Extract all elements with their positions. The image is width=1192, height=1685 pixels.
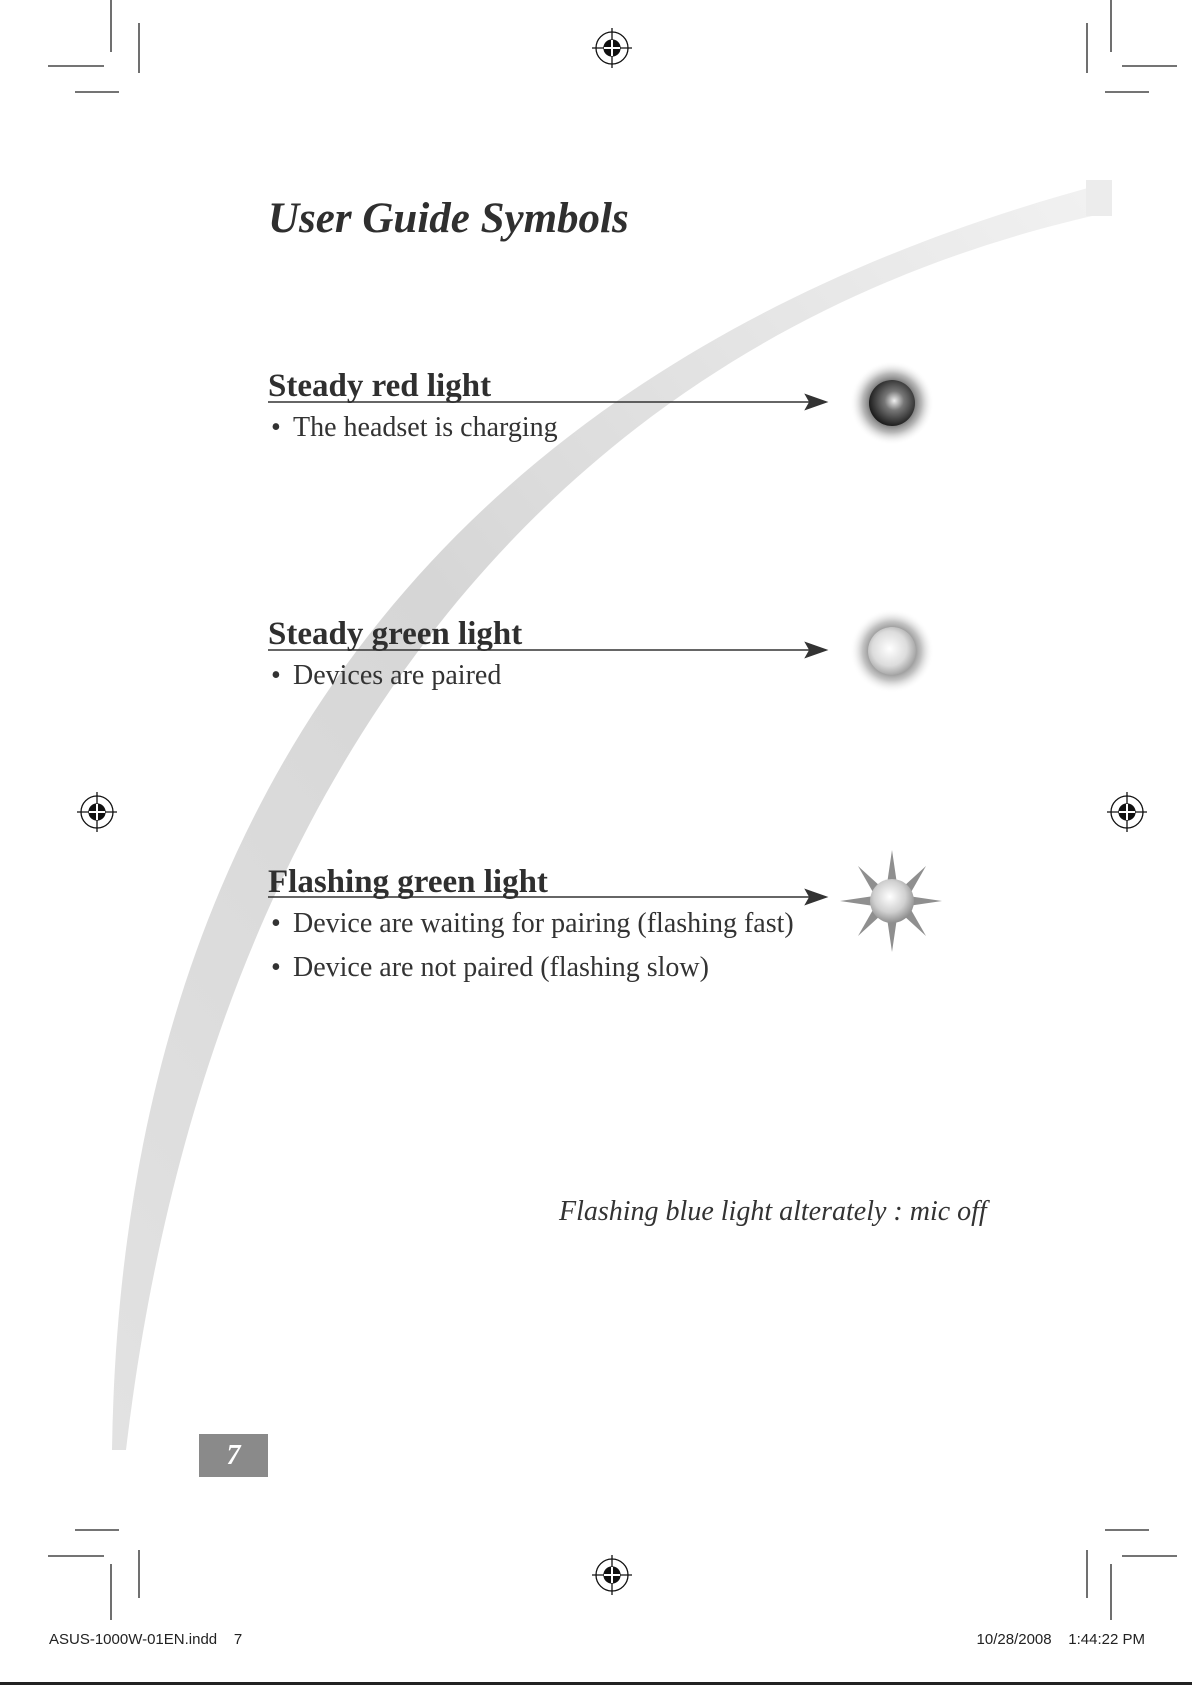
registration-mark-icon xyxy=(77,792,117,832)
list-item-text: Device are not paired (flashing slow) xyxy=(293,952,709,983)
list-item xyxy=(271,660,501,692)
starburst-icon xyxy=(840,850,942,952)
list-item-text: The headset is charging xyxy=(293,412,558,443)
bullet-icon: • xyxy=(271,660,281,691)
registration-mark-icon xyxy=(592,1555,632,1595)
slug-filename xyxy=(49,1631,242,1648)
page-number: 7 xyxy=(199,1434,268,1477)
slug-time: 1:44:22 PM xyxy=(1068,1631,1145,1648)
slug-page: 7 xyxy=(233,1631,243,1648)
decorative-swoosh xyxy=(112,182,1110,1450)
list-item-text: Device are waiting for pairing (flashing fast) xyxy=(293,908,794,939)
symbol-heading-steady-red: Steady red light xyxy=(268,368,492,404)
slug-date: 10/28/2008 xyxy=(976,1631,1052,1648)
crop-marks xyxy=(48,0,1177,1620)
list-item xyxy=(271,908,794,940)
list-item-text: Devices are paired xyxy=(293,660,502,691)
mic-off-note: Flashing blue light alterately : mic off xyxy=(559,1196,987,1227)
slug-file: ASUS-1000W-01EN.indd xyxy=(49,1631,218,1648)
registration-mark-icon xyxy=(1107,792,1147,832)
light-glowing-dot-icon xyxy=(850,609,934,693)
list-item xyxy=(271,412,558,444)
bullet-icon: • xyxy=(271,412,281,443)
page-title: User Guide Symbols xyxy=(268,195,629,242)
bullet-icon: • xyxy=(271,952,281,983)
symbol-heading-flashing-green: Flashing green light xyxy=(268,864,548,900)
list-item xyxy=(271,952,709,984)
bullet-icon: • xyxy=(271,908,281,939)
slug-timestamp xyxy=(977,1631,1145,1648)
symbol-heading-steady-green: Steady green light xyxy=(268,616,523,652)
registration-mark-icon xyxy=(592,28,632,68)
dark-glowing-dot-icon xyxy=(850,361,934,445)
